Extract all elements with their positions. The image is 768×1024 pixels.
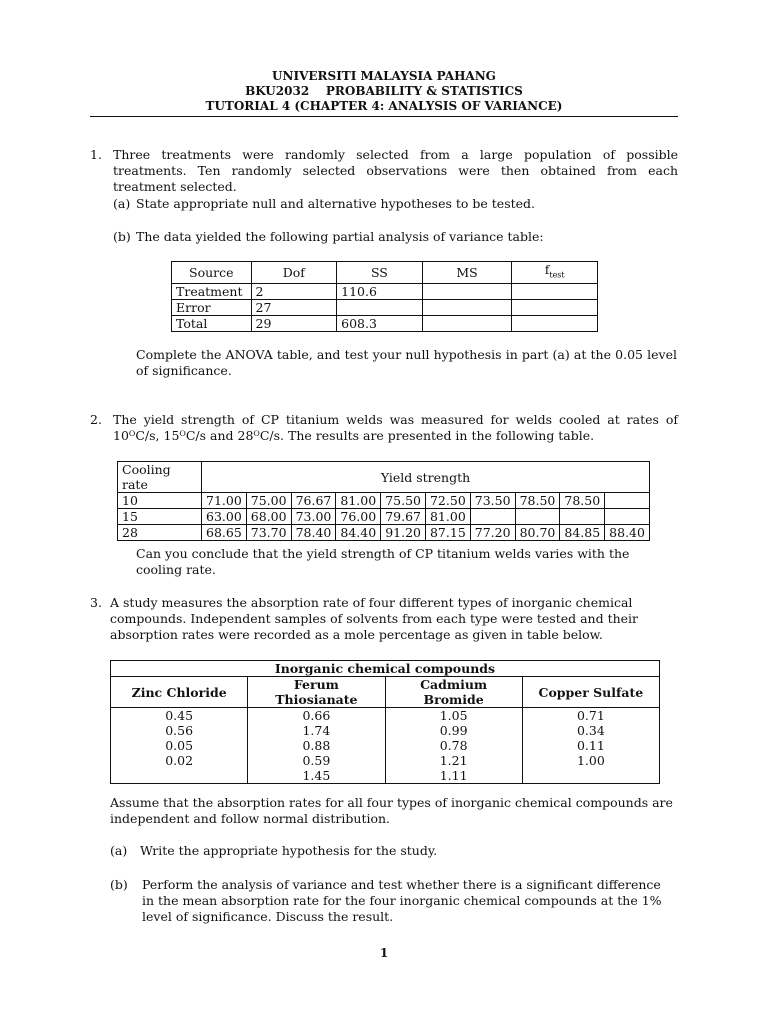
table-cell: 1.00 [522,753,659,768]
table-cell: 0.59 [248,753,385,768]
q1-text: Three treatments were randomly selected from a large population of possible treatments. Ten randomly selected observations were then obtained from each treatment selected. [113,147,678,194]
q3-b-label: (b) [110,877,128,892]
compounds-table [110,660,660,784]
table-cell: 76.67 [291,493,336,509]
table-cell: 0.05 [111,738,248,753]
table-row [111,753,660,768]
table-cell [512,283,598,299]
anova-row-treatment [172,283,598,299]
table-cell: 72.50 [425,493,470,509]
table-cell [422,283,512,299]
table-cell [522,768,659,784]
table-row [111,708,660,724]
q3-text: A study measures the absorption rate of four different types of inorganic chemical compounds. Independent samples of solvents from each type were tested and their absorption rates were recorded as a mole percentage as given in table below. [110,595,639,642]
table-cell: 81.00 [336,493,381,509]
table-cell [605,493,650,509]
university-name: UNIVERSITI MALAYSIA PAHANG [272,69,496,83]
table-cell: Error [172,299,252,315]
table-row [111,768,660,784]
q1-b-text: The data yielded the following partial analysis of variance table: [136,229,544,244]
table-cell [512,315,598,331]
table-cell: 78.50 [560,493,605,509]
yield-strength-table [117,461,650,541]
q2-question: Can you conclude that the yield strength of CP titanium welds varies with the cooling rate. [136,546,630,577]
table-cell: 1.05 [385,708,522,724]
document-header [90,69,678,114]
table-cell: 79.67 [381,509,426,525]
anova-row-total [172,315,598,331]
q1-b-label: (b) [113,229,131,244]
course-title: BKU2032 PROBABILITY & STATISTICS [245,84,523,98]
table-cell: 68.00 [246,509,291,525]
table-cell [515,509,560,525]
anova-header-source: Source [172,262,252,284]
q3-a-text: Write the appropriate hypothesis for the study. [140,843,438,858]
header-cadmium-bromide: Cadmium Bromide [385,677,522,708]
table-cell: 10 [118,493,202,509]
header-yield-strength: Yield strength [202,462,650,493]
anova-table [171,261,598,332]
table-cell: 80.70 [515,525,560,541]
table-cell: 73.00 [291,509,336,525]
table-cell [605,509,650,525]
table-cell: 71.00 [202,493,247,509]
header-rule [90,116,678,117]
header-cooling-rate: Cooling rate [118,462,202,493]
table-cell: 0.71 [522,708,659,724]
table-cell: 0.02 [111,753,248,768]
table-cell: 0.66 [248,708,385,724]
table-cell: 15 [118,509,202,525]
f-symbol: f [544,262,550,277]
table-cell: 76.00 [336,509,381,525]
table-cell: 87.15 [425,525,470,541]
q1-complete-text: Complete the ANOVA table, and test your null hypothesis in part (a) at the 0.05 level of significance. [136,347,677,378]
f-subscript: test [549,270,565,280]
table-cell: 110.6 [337,283,423,299]
table-cell: 91.20 [381,525,426,541]
page-number: 1 [379,946,389,960]
q3-assume-text: Assume that the absorption rates for all four types of inorganic chemical compounds are independent and follow normal distribution. [110,795,673,826]
table-cell: Treatment [172,283,252,299]
table-cell: 0.34 [522,723,659,738]
table-cell: 81.00 [425,509,470,525]
table-cell: 1.74 [248,723,385,738]
compounds-header-row [111,677,660,708]
table-cell: 1.21 [385,753,522,768]
table-cell: Total [172,315,252,331]
table-cell: 73.50 [470,493,515,509]
table-cell: 29 [251,315,337,331]
q2-text: The yield strength of CP titanium welds was measured for welds cooled at rates of 10ᴼC/s, 15ᴼC/s and 28ᴼC/s. The results are presented in the following table. [113,412,678,443]
table-row [118,525,650,541]
table-cell: 0.56 [111,723,248,738]
table-cell: 27 [251,299,337,315]
q1-a-text: State appropriate null and alternative hypotheses to be tested. [136,196,535,211]
q3-number: 3. [90,595,102,610]
compounds-table-title: Inorganic chemical compounds [111,661,660,677]
q1-number: 1. [90,147,102,162]
table-row [111,738,660,753]
table-cell: 75.50 [381,493,426,509]
table-cell: 78.40 [291,525,336,541]
header-zinc-chloride: Zinc Chloride [111,677,248,708]
table-cell: 73.70 [246,525,291,541]
table-cell: 84.85 [560,525,605,541]
table-cell: 0.45 [111,708,248,724]
table-cell: 0.78 [385,738,522,753]
table-cell: 75.00 [246,493,291,509]
anova-header-f [512,262,598,284]
table-cell: 78.50 [515,493,560,509]
anova-header-ms: MS [422,262,512,284]
table-cell [560,509,605,525]
anova-header-dof: Dof [251,262,337,284]
yield-header-row [118,462,650,493]
table-cell [337,299,423,315]
table-cell [111,768,248,784]
table-cell [422,315,512,331]
q3-b-text: Perform the analysis of variance and test whether there is a significant difference in the mean absorption rate for the four inorganic chemical compounds at the 1% level of significance. Discuss the result. [142,877,662,924]
table-cell [470,509,515,525]
header-copper-sulfate: Copper Sulfate [522,677,659,708]
header-ferum-thiosianate: Ferum Thiosianate [248,677,385,708]
q3-a-label: (a) [110,843,128,858]
table-row [118,509,650,525]
table-cell: 0.88 [248,738,385,753]
table-cell: 2 [251,283,337,299]
table-cell: 68.65 [202,525,247,541]
table-cell: 84.40 [336,525,381,541]
tutorial-title: TUTORIAL 4 (CHAPTER 4: ANALYSIS OF VARIANCE) [205,99,563,113]
compounds-title-row [111,661,660,677]
table-row [118,493,650,509]
table-cell: 77.20 [470,525,515,541]
q1-a-label: (a) [113,196,131,211]
table-cell [422,299,512,315]
q2-number: 2. [90,412,102,427]
table-cell: 0.11 [522,738,659,753]
anova-header-row [172,262,598,284]
table-cell: 608.3 [337,315,423,331]
anova-row-error [172,299,598,315]
table-cell: 88.40 [605,525,650,541]
table-cell [512,299,598,315]
table-row [111,723,660,738]
table-cell: 1.11 [385,768,522,784]
table-cell: 28 [118,525,202,541]
anova-header-ss: SS [337,262,423,284]
table-cell: 63.00 [202,509,247,525]
table-cell: 1.45 [248,768,385,784]
table-cell: 0.99 [385,723,522,738]
